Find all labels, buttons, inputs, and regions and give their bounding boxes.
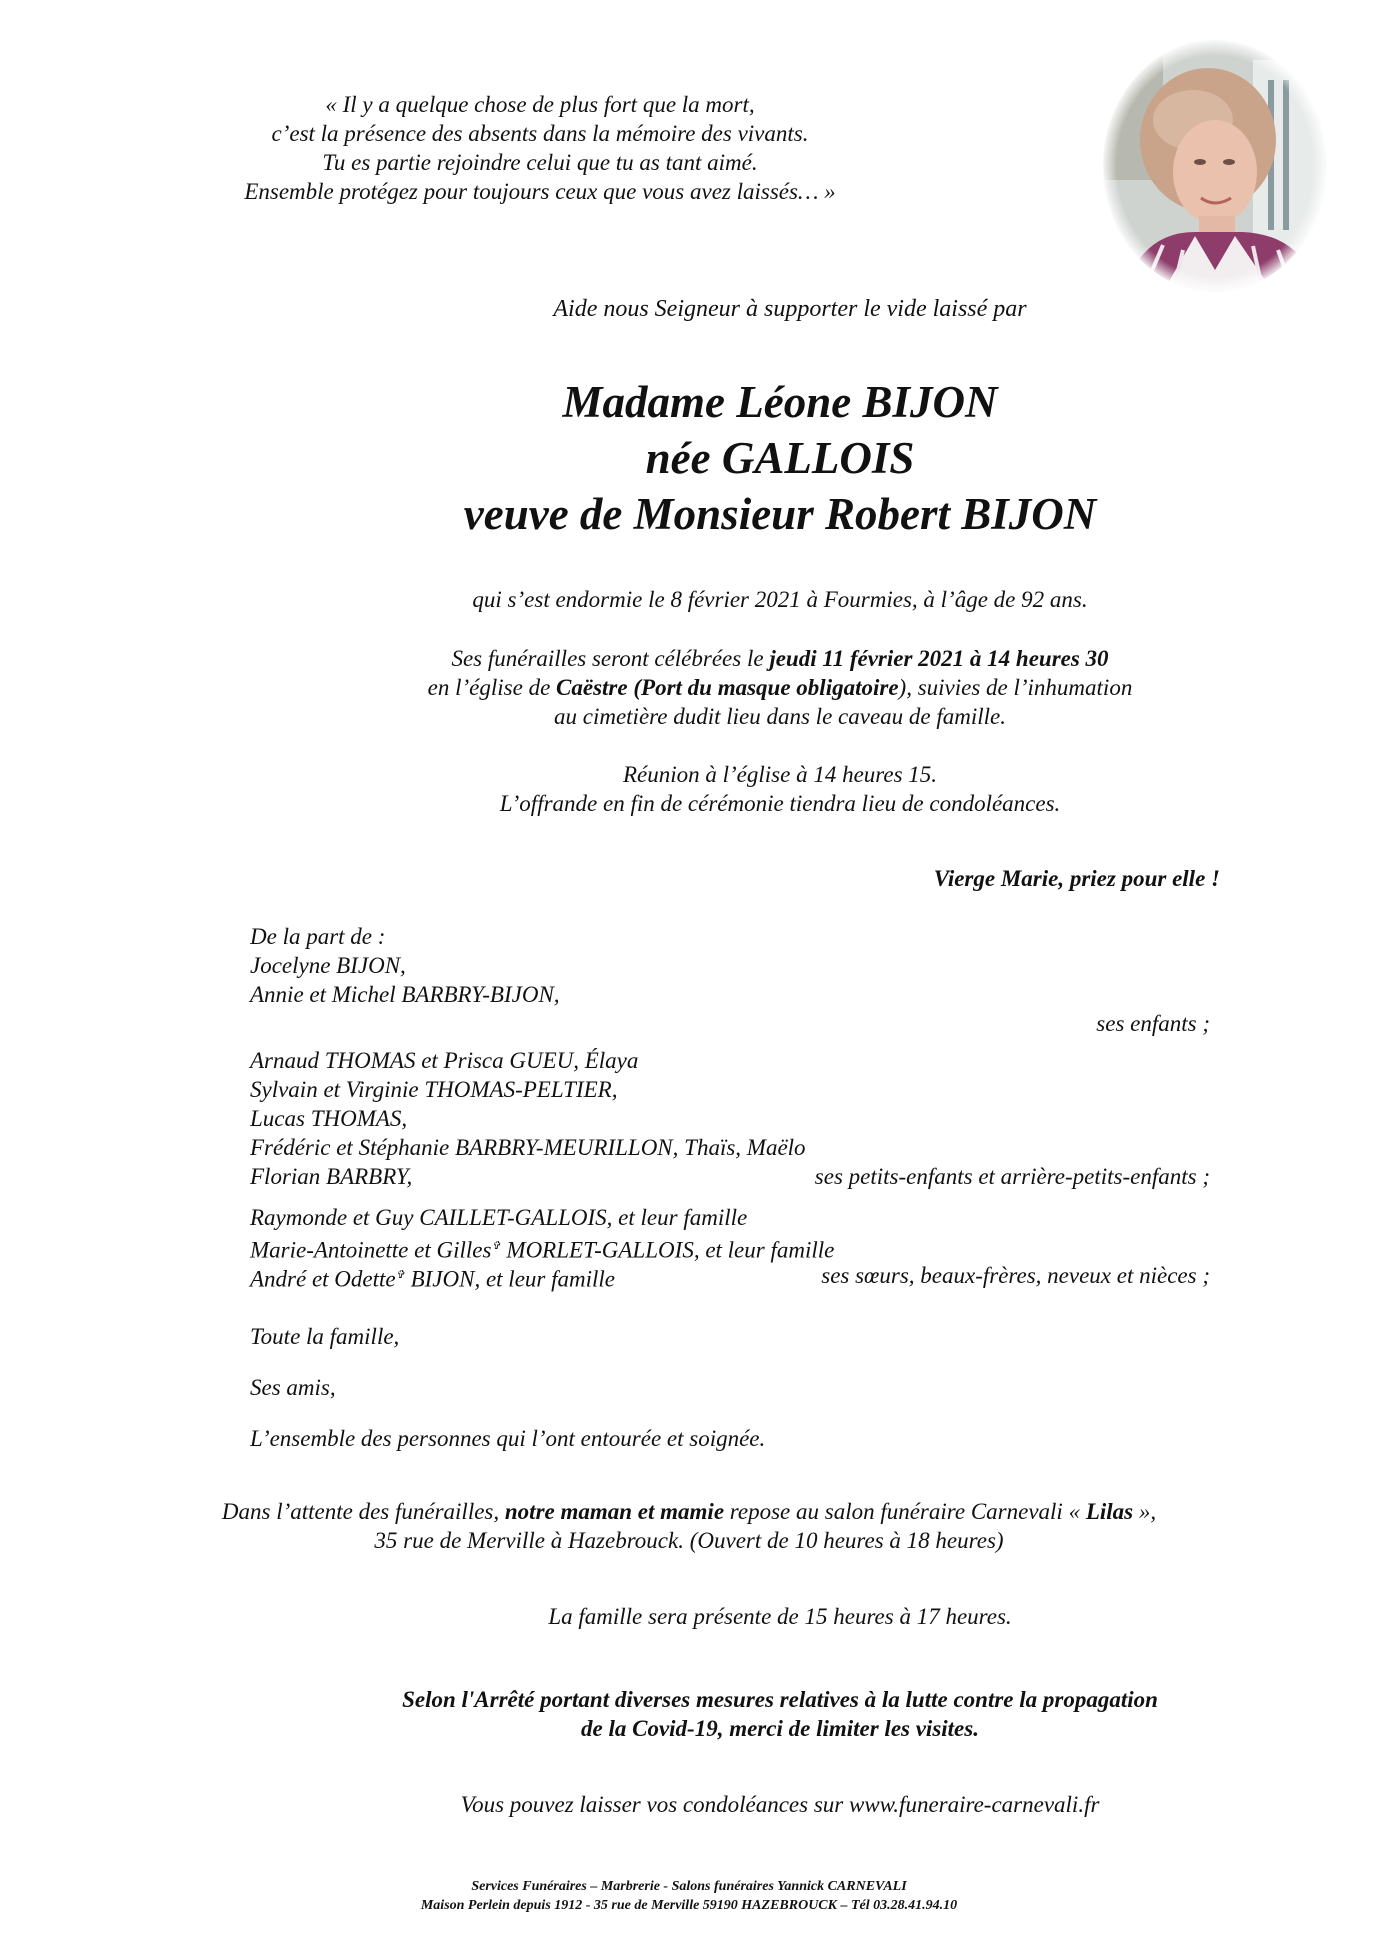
grandchild-name: Lucas THOMAS, bbox=[250, 1106, 408, 1131]
sibling-name-cont: MORLET-GALLOIS, et leur famille bbox=[500, 1237, 835, 1263]
sibling-name: André et Odette bbox=[250, 1266, 396, 1292]
covid-notice bbox=[300, 1685, 1260, 1743]
quote-line: Ensemble protégez pour toujours ceux que vous avez laissés… » bbox=[244, 179, 836, 204]
grandchild-row bbox=[250, 1162, 1210, 1191]
condolences-notice: Vous pouvez laisser vos condoléances sur www.funeraire-carnevali.fr bbox=[460, 1792, 1100, 1817]
portrait-photo bbox=[1103, 40, 1327, 292]
funeral-line-1 bbox=[300, 644, 1260, 673]
funeral-date: jeudi 11 février 2021 à 14 heures 30 bbox=[769, 646, 1109, 671]
funeral-home-address: 35 rue de Merville à Hazebrouck. (Ouvert de 10 heures à 18 heures) bbox=[374, 1528, 1004, 1553]
funeral-line-3: au cimetière dudit lieu dans le caveau de famille. bbox=[554, 704, 1006, 729]
sibling-row bbox=[250, 1261, 1210, 1290]
quote-line: Tu es partie rejoindre celui que tu as tant aimé. bbox=[322, 150, 758, 175]
footer bbox=[200, 1877, 1178, 1915]
funeral-details bbox=[300, 644, 1260, 731]
deceased-name-block bbox=[330, 374, 1230, 542]
salon-text: Dans l’attente des funérailles, bbox=[221, 1499, 505, 1524]
footer-address: Maison Perlein depuis 1912 - 35 rue de Merville 59190 HAZEBROUCK – Tél 03.28.41.94.10 bbox=[420, 1898, 958, 1913]
salon-room: Lilas bbox=[1085, 1499, 1134, 1524]
siblings-role: ses sœurs, beaux-frères, neveux et nièces ; bbox=[821, 1263, 1210, 1288]
grandchild-name: Arnaud THOMAS et Prisca GUEU, Élaya bbox=[250, 1048, 639, 1073]
child-name: Jocelyne BIJON, bbox=[250, 953, 406, 978]
funeral-text: en l’église de bbox=[427, 675, 557, 700]
quote-line: « Il y a quelque chose de plus fort que la mort, bbox=[325, 92, 755, 117]
paren: ( bbox=[627, 675, 642, 700]
sibling-name-cont: BIJON, et leur famille bbox=[404, 1266, 615, 1292]
prayer-intro: Aide nous Seigneur à supporter le vide laissé par bbox=[553, 296, 1027, 322]
grandchildren-role: ses petits-enfants et arrière-petits-enfants ; bbox=[814, 1164, 1210, 1189]
funeral-home-line-1 bbox=[200, 1497, 1178, 1526]
covid-line: de la Covid-19, merci de limiter les visites. bbox=[581, 1716, 979, 1741]
grandchild-name: Frédéric et Stéphanie BARBRY-MEURILLON, Thaïs, Maëlo bbox=[250, 1135, 806, 1160]
de-la-part-label: De la part de : bbox=[250, 924, 386, 949]
funeral-line-2 bbox=[300, 673, 1260, 702]
cross-icon: ✞ bbox=[491, 1240, 501, 1252]
funeral-text: Ses funérailles seront célébrées le bbox=[451, 646, 770, 671]
maiden-name: née GALLOIS bbox=[645, 433, 915, 483]
salon-text: », bbox=[1133, 1499, 1157, 1524]
sibling-name: Raymonde et Guy CAILLET-GALLOIS, et leur famille bbox=[250, 1205, 748, 1230]
funeral-home-info bbox=[200, 1497, 1178, 1555]
grandchild-name: Sylvain et Virginie THOMAS-PELTIER, bbox=[250, 1077, 618, 1102]
prayer-closing: Vierge Marie, priez pour elle ! bbox=[933, 866, 1220, 891]
widow-of: veuve de Monsieur Robert BIJON bbox=[463, 489, 1097, 539]
epigraph-quote bbox=[170, 90, 910, 206]
children-role: ses enfants ; bbox=[1096, 1011, 1210, 1036]
child-name: Annie et Michel BARBRY-BIJON, bbox=[250, 982, 560, 1007]
sibling-row bbox=[250, 1232, 1210, 1261]
caregivers: L’ensemble des personnes qui l’ont entourée et soignée. bbox=[250, 1426, 766, 1451]
grandchild-name: Florian BARBRY, bbox=[250, 1164, 413, 1189]
salon-text: repose au salon funéraire Carnevali « bbox=[724, 1499, 1086, 1524]
friends: Ses amis, bbox=[250, 1375, 336, 1400]
reunion-line: Réunion à l’église à 14 heures 15. bbox=[622, 762, 938, 787]
covid-line: Selon l'Arrêté portant diverses mesures relatives à la lutte contre la propagation bbox=[402, 1687, 1158, 1712]
funeral-text: ), suivies de l’inhumation bbox=[898, 675, 1133, 700]
sibling-name: Marie-Antoinette et Gilles bbox=[250, 1237, 492, 1263]
death-notice: qui s’est endormie le 8 février 2021 à Fourmies, à l’âge de 92 ans. bbox=[472, 587, 1088, 612]
family-presence: La famille sera présente de 15 heures à 17 heures. bbox=[548, 1604, 1012, 1629]
reunion-info bbox=[300, 760, 1260, 818]
cross-icon: ✞ bbox=[395, 1269, 405, 1281]
church-location: Caëstre bbox=[556, 675, 628, 700]
offering-line: L’offrande en fin de cérémonie tiendra lieu de condoléances. bbox=[499, 791, 1061, 816]
footer-services: Services Funéraires – Marbrerie - Salons funéraires Yannick CARNEVALI bbox=[471, 1879, 907, 1894]
mask-notice: Port du masque obligatoire bbox=[641, 675, 899, 700]
children-role-row bbox=[250, 1009, 1210, 1038]
whole-family: Toute la famille, bbox=[250, 1324, 400, 1349]
quote-line: c’est la présence des absents dans la mémoire des vivants. bbox=[271, 121, 809, 146]
family-list bbox=[250, 922, 1210, 1290]
salon-relation: notre maman et mamie bbox=[504, 1499, 725, 1524]
portrait-illustration bbox=[1103, 40, 1327, 292]
deceased-name: Madame Léone BIJON bbox=[562, 377, 998, 427]
